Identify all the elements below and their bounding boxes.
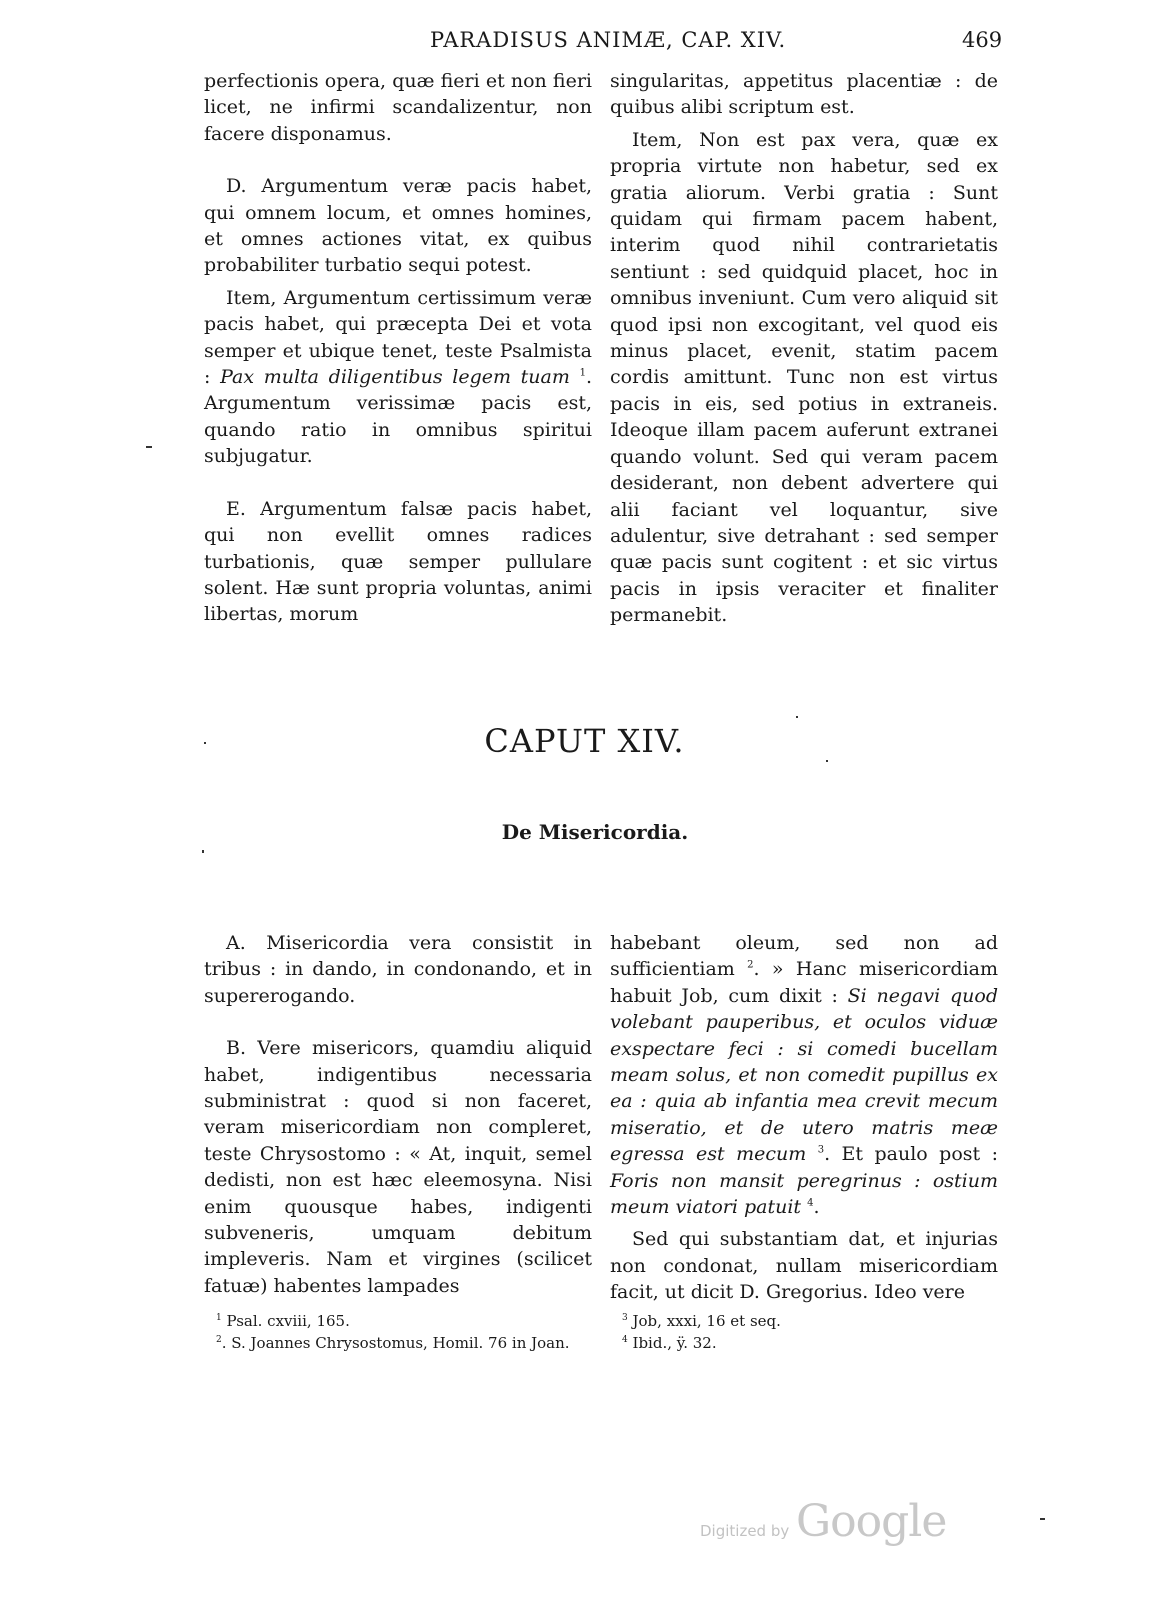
- footnotes-left: [216, 1310, 570, 1354]
- footnote-ref: 3: [817, 1144, 825, 1156]
- paragraph-b: B. Vere misericors, quamdiu aliquid habet, indigentibus necessaria subministrat : quod si non faceret, veram misericordiam non compleret, teste Chrysostomo : « At, inquit, semel dedisti, non est hæc eleemosyna. Nisi enim quousque habes, indigenti subveneris, umquam debitum impleveris. Nam et virgines (scilicet fatuæ) habentes lampades: [204, 1037, 592, 1297]
- footnote: $^2$. S. Joannes Chrysostomus, Homil. 76 in Joan.: [216, 1334, 570, 1352]
- scan-speck: [204, 742, 206, 744]
- scripture-quote: Foris non mansit peregrinus : ostium meum viatori patuit: [610, 1169, 998, 1219]
- paragraph-e: E. Argumentum falsæ pacis habet, qui non evellit omnes radices turbationis, quæ semper pullulare solent. Hæ sunt propria voluntas, animi libertas, morum: [204, 497, 592, 626]
- running-head: [0, 28, 1169, 58]
- footnote: $^1$ Psal. cxviii, 165.: [216, 1312, 350, 1330]
- chapter-subtitle: De Misericordia.: [501, 820, 689, 844]
- scripture-quote: Pax multa diligentibus legem tuam: [220, 366, 570, 389]
- column-left-bottom: [204, 930, 592, 1299]
- paragraph-a: A. Misericordia vera consistit in tribus : in dando, in condonando, et in supererogando.: [204, 932, 592, 1007]
- footnotes-right: [622, 1310, 781, 1354]
- footnote-ref: 1: [579, 367, 586, 379]
- footnote-ref: 2: [747, 960, 754, 972]
- scan-speck: [1040, 1518, 1045, 1520]
- running-title: PARADISUS ANIMÆ, CAP. XIV.: [430, 28, 787, 52]
- digitized-watermark: [700, 1496, 947, 1550]
- google-logo: Google: [796, 1496, 947, 1547]
- column-right-bottom: [610, 930, 998, 1306]
- footnote: $^4$ Ibid., ÿ. 32.: [622, 1334, 717, 1352]
- scan-speck: [146, 446, 152, 448]
- paragraph: Item, Non est pax vera, quæ ex propria virtute non habetur, sed ex gratia aliorum. Verbi gratia : Sunt quidam qui firmam pacem habent, interim quod nihil contrarietatis sentiunt : sed quidquid placet, hoc in omnibus inveniunt. Cum vero aliquid sit quod ipsi non excogitant, vel quod eis minus placet, evenit, statim pacem cordis amittunt. Tunc non est virtus pacis in eis, sed potius in extraneis. Ideoque illam pacem auferunt extranei quando volunt. Sed qui veram pacem desiderant, non debent advertere qui alii faciant vel loquantur, sive adulentur, sive detrahant : sed semper quæ pacis sunt cogitent : et sic virtus pacis in ipsis veraciter et finaliter permanebit.: [610, 128, 998, 627]
- scan-speck: [826, 760, 828, 762]
- watermark-prefix: Digitized by: [700, 1522, 790, 1540]
- scripture-quote: Si negavi quod volebant pauperibus, et oculos viduæ exspectare feci : si comedi bucellam meam solus, et non comedit pupillus ex ea : quia ab infantia mea crevit mecum miseratio, et de utero matris meæ egressa est mecum: [610, 984, 998, 1166]
- column-right-top: [610, 68, 998, 629]
- paragraph-d: D. Argumentum veræ pacis habet, qui omnem locum, et omnes homines, et omnes actiones vitat, ex quibus probabiliter turbatio sequi potest.: [204, 175, 592, 277]
- paragraph: singularitas, appetitus placentiæ : de quibus alibi scriptum est.: [610, 70, 998, 119]
- paragraph: habebant oleum, sed non ad sufficientiam $^2$. » Hanc misericordiam habuit Job, cum dixit : Si negavi quod volebant pauperibus, et oculos viduæ exspectare feci : si comedi bucellam meam solus, et non comedit pupillus ex ea : quia ab infantia mea crevit mecum miseratio, et de utero matris meæ egressa est mecum $^3$. Et paulo post : Foris non mansit peregrinus : ostium meum viatori patuit $^4$.: [610, 932, 998, 1219]
- footnote: $^3$ Job, xxxi, 16 et seq.: [622, 1312, 781, 1330]
- chapter-title: CAPUT XIV.: [484, 722, 685, 760]
- paragraph: Item, Argumentum certissimum veræ pacis habet, qui præcepta Dei et vota semper et ubique tenet, teste Psalmista : Pax multa diligentibus legem tuam $^1$. Argumentum verissimæ pacis est, quando ratio in omnibus spiritui subjugatur.: [204, 286, 592, 468]
- footnote-ref: 4: [807, 1197, 814, 1209]
- paragraph: perfectionis opera, quæ fieri et non fieri licet, ne infirmi scandalizentur, non facere disponamus.: [204, 70, 592, 145]
- paragraph: Sed qui substantiam dat, et injurias non condonat, nullam misericordiam facit, ut dicit D. Gregorius. Ideo vere: [610, 1228, 998, 1304]
- scan-speck: [796, 716, 798, 718]
- page-number: 469: [962, 28, 1003, 52]
- column-left-top: [204, 68, 592, 628]
- scan-speck: [202, 850, 204, 853]
